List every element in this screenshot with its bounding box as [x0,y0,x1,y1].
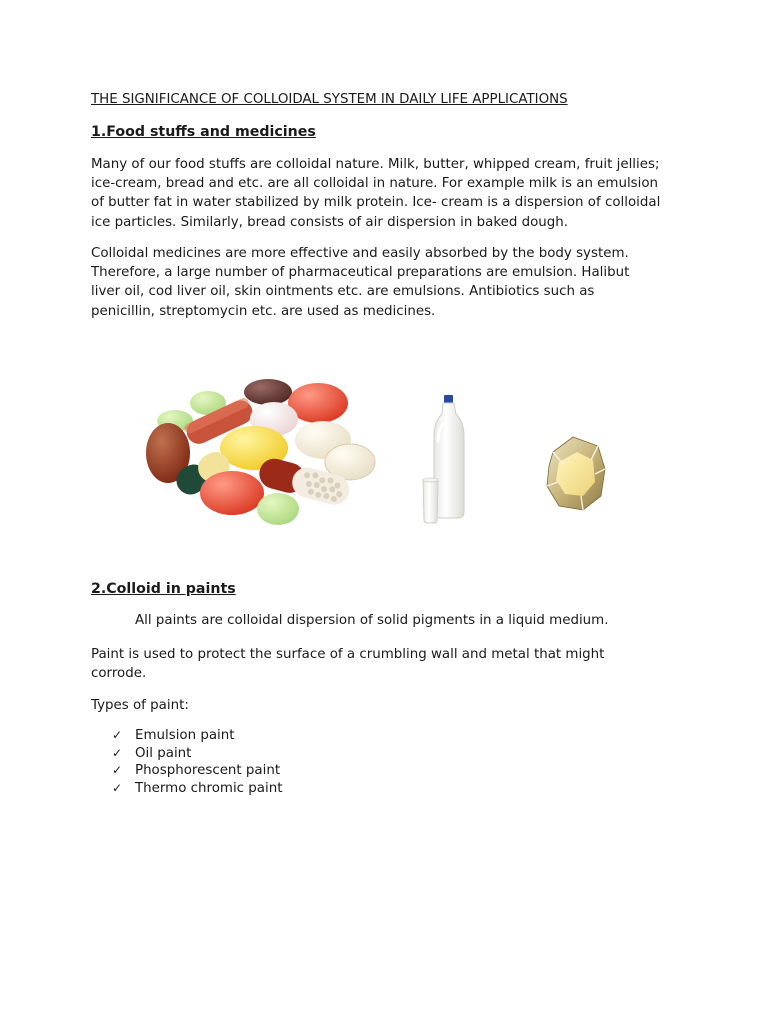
list-item [112,762,282,780]
paint-types-list [112,727,282,797]
checkmark-icon: ✓ [112,745,123,760]
text-line: Colloidal medicines are more effective and easily absorbed by the body system. [91,246,629,261]
paint-types-label: Types of paint: [91,698,189,713]
paragraph-food-stuffs [91,155,691,232]
text-line: liver oil, cod liver oil, skin ointments etc. are emulsions. Antibiotics such as [91,284,595,300]
list-item-label: Phosphorescent paint [135,763,281,779]
paragraph-paint-use [91,645,691,683]
list-item-label: Emulsion paint [135,728,235,743]
text-line: Paint is used to protect the surface of a crumbling wall and metal that might [91,647,605,662]
illustration-row [0,370,768,540]
pills-image [140,375,385,540]
text-line: Therefore, a large number of pharmaceutical preparations are emulsion. Halibut [91,265,630,281]
section-heading-paints: 2.Colloid in paints [91,581,236,597]
list-item [112,780,282,798]
list-item [112,727,282,745]
text-line: ice-cream, bread and etc. are all colloidal in nature. For example milk is an emulsion [91,176,659,192]
text-line: of butter fat in water stabilized by milk protein. Ice- cream is a dispersion of colloidal [91,195,661,211]
text-line: corrode. [91,666,147,682]
checkmark-icon: ✓ [112,763,123,778]
list-item-label: Thermo chromic paint [135,780,283,796]
list-item [112,745,282,763]
milk-bottle-image [418,392,470,527]
checkmark-icon: ✓ [112,780,123,795]
list-item-label: Oil paint [135,745,192,761]
text-line: Many of our food stuffs are colloidal nature. Milk, butter, whipped cream, fruit jellies; [91,157,660,172]
butter-image [543,434,609,514]
text-line: ice particles. Similarly, bread consists of air dispersion in baked dough. [91,214,569,230]
paint-intro-text: All paints are colloidal dispersion of solid pigments in a liquid medium. [135,613,609,628]
text-line: penicillin, streptomycin etc. are used as medicines. [91,303,436,319]
paragraph-medicines [91,244,691,321]
section-heading-food: 1.Food stuffs and medicines [91,124,316,140]
checkmark-icon: ✓ [112,728,123,742]
page-title: THE SIGNIFICANCE OF COLLOIDAL SYSTEM IN DAILY LIFE APPLICATIONS [91,92,568,107]
